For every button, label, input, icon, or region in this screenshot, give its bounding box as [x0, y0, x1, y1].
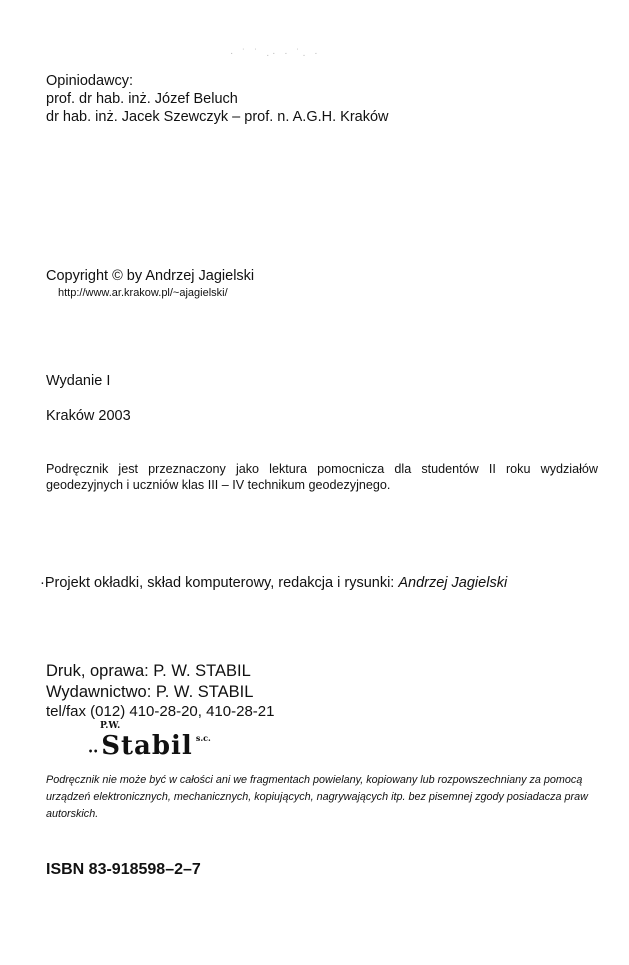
publisher-line: Wydawnictwo: P. W. STABIL	[46, 683, 254, 701]
credits-label: Projekt okładki, skład komputerowy, redakcja i rysunki:	[44, 575, 395, 591]
reviewer-1: prof. dr hab. inż. Józef Beluch	[46, 91, 238, 107]
logo-name: Stabil	[101, 731, 193, 761]
reviewers-label: Opiniodawcy:	[46, 73, 134, 89]
copyright-url: http://www.ar.krakow.pl/~ajagielski/	[58, 287, 228, 299]
phone-line: tel/fax (012) 410-28-20, 410-28-21	[46, 703, 275, 720]
place-year: Kraków 2003	[46, 408, 131, 424]
publisher-logo	[88, 721, 211, 761]
logo-suffix: s.c.	[195, 733, 211, 743]
isbn: ISBN 83-918598–2–7	[46, 861, 201, 878]
scan-noise: · ˙ ˙ .· · ˙. ·	[230, 48, 321, 59]
logo-prefix: P.W.	[100, 721, 121, 731]
credits-line: ·Projekt okładki, skład komputerowy, redakcja i rysunki: Andrzej Jagielski	[40, 575, 508, 591]
credits-name: Andrzej Jagielski	[398, 575, 508, 591]
copyright-notice: Podręcznik nie może być w całości ani we fragmentach powielany, kopiowany lub rozpowszechniany za pomocą urządzeń elektronicznych, mechanicznych, kopiujących, nagrywających itp. bez pisemnej zgody posiadacza praw autorskich.	[46, 774, 588, 820]
logo-dots: ••	[88, 746, 99, 756]
reviewer-2: dr hab. inż. Jacek Szewczyk – prof. n. A.G.H. Kraków	[46, 109, 389, 125]
logo-row	[88, 731, 211, 761]
copyright-text: Copyright © by Andrzej Jagielski	[46, 268, 255, 284]
edition: Wydanie I	[46, 373, 111, 389]
purpose-paragraph: Podręcznik jest przeznaczony jako lektura pomocnicza dla studentów II roku wydziałów geodezyjnych i uczniów klas III – IV technikum geodezyjnego.	[46, 462, 598, 492]
print-line: Druk, oprawa: P. W. STABIL	[46, 662, 251, 680]
